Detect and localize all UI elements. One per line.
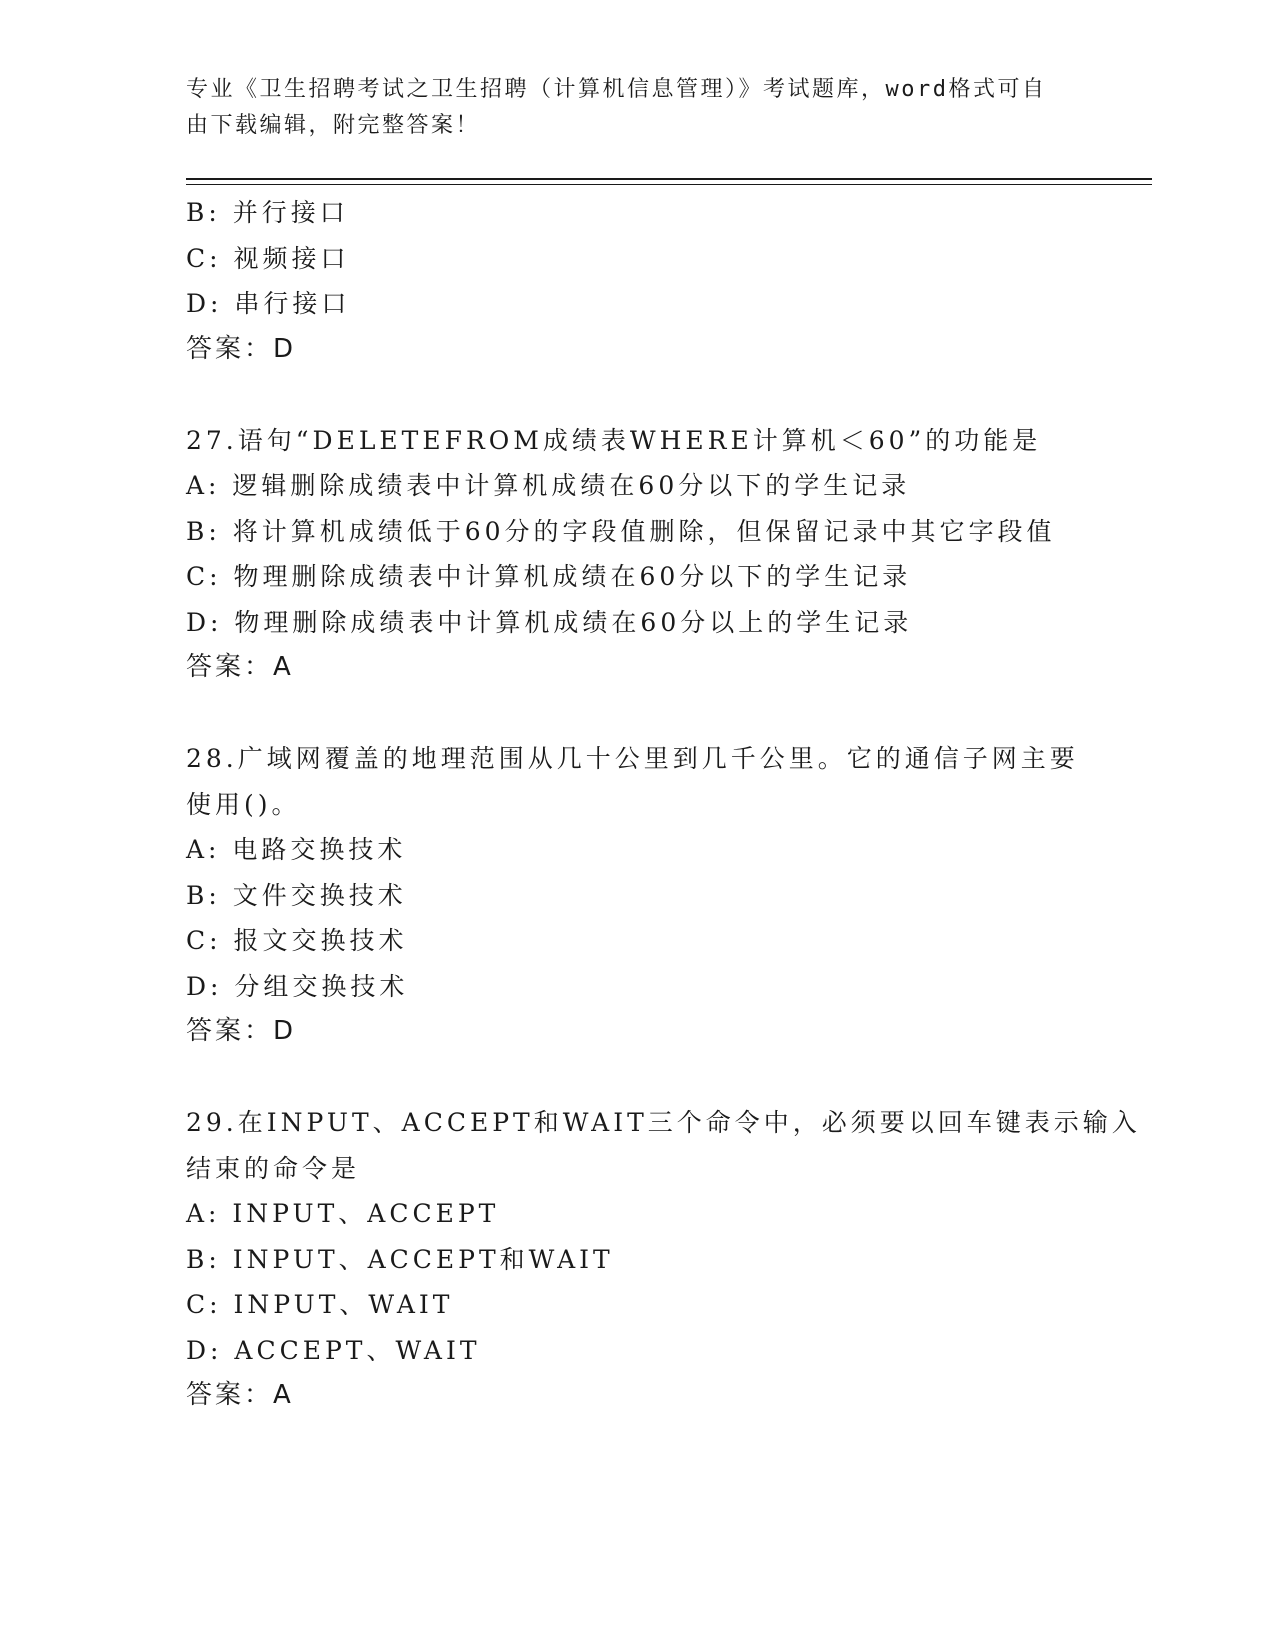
option-d: D: 分组交换技术 (186, 971, 409, 1001)
question-29 (186, 1100, 1141, 1419)
option-c: C: 物理删除成绩表中计算机成绩在60分以下的学生记录 (186, 562, 912, 591)
header-line-1: 专业《卫生招聘考试之卫生招聘（计算机信息管理）》考试题库，word格式可自 (186, 77, 1047, 102)
question-stem: 28.广域网覆盖的地理范围从几十公里到几千公里。它的通信子网主要 (186, 744, 1079, 773)
option-d: D: ACCEPT、WAIT (186, 1335, 481, 1365)
option-d: D: 物理删除成绩表中计算机成绩在60分以上的学生记录 (186, 607, 913, 637)
option-d: D: 串行接口 (186, 289, 351, 318)
option-c: C: 视频接口 (186, 243, 350, 273)
answer-line: 答案：D (186, 1016, 297, 1046)
answer-line: 答案：A (186, 1380, 294, 1410)
option-b: B: 将计算机成绩低于60分的字段值删除，但保留记录中其它字段值 (186, 516, 1056, 546)
question-27 (186, 418, 1086, 691)
header-divider-thick (186, 178, 1152, 180)
question-content (186, 190, 1141, 1419)
option-a: A: INPUT、ACCEPT (186, 1199, 500, 1228)
question-26-continued (186, 190, 1086, 372)
answer-line: 答案：D (186, 333, 297, 364)
question-stem: 27.语句“DELETEFROM成绩表WHERE计算机＜60”的功能是 (186, 425, 1042, 455)
option-b: B: 并行接口 (186, 198, 349, 227)
answer-line: 答案：A (186, 652, 294, 682)
option-c: C: INPUT、WAIT (186, 1290, 454, 1319)
spacer (186, 372, 1086, 418)
question-stem-continued: 使用()。 (186, 789, 301, 819)
header-divider-thin (186, 184, 1152, 185)
question-stem: 29.在INPUT、ACCEPT和WAIT三个命令中，必须要以回车键表示输入 (186, 1108, 1141, 1137)
header-line-2: 由下载编辑，附完整答案！ (186, 113, 481, 138)
option-a: A: 电路交换技术 (186, 835, 407, 864)
question-stem-continued: 结束的命令是 (186, 1153, 361, 1183)
spacer (186, 691, 1086, 737)
question-28 (186, 736, 1086, 1055)
option-c: C: 报文交换技术 (186, 926, 408, 955)
option-b: B: 文件交换技术 (186, 880, 407, 910)
option-b: B: INPUT、ACCEPT和WAIT (186, 1244, 614, 1274)
spacer (186, 1055, 1086, 1101)
option-a: A: 逻辑删除成绩表中计算机成绩在60分以下的学生记录 (186, 471, 911, 500)
document-header (186, 72, 1066, 144)
